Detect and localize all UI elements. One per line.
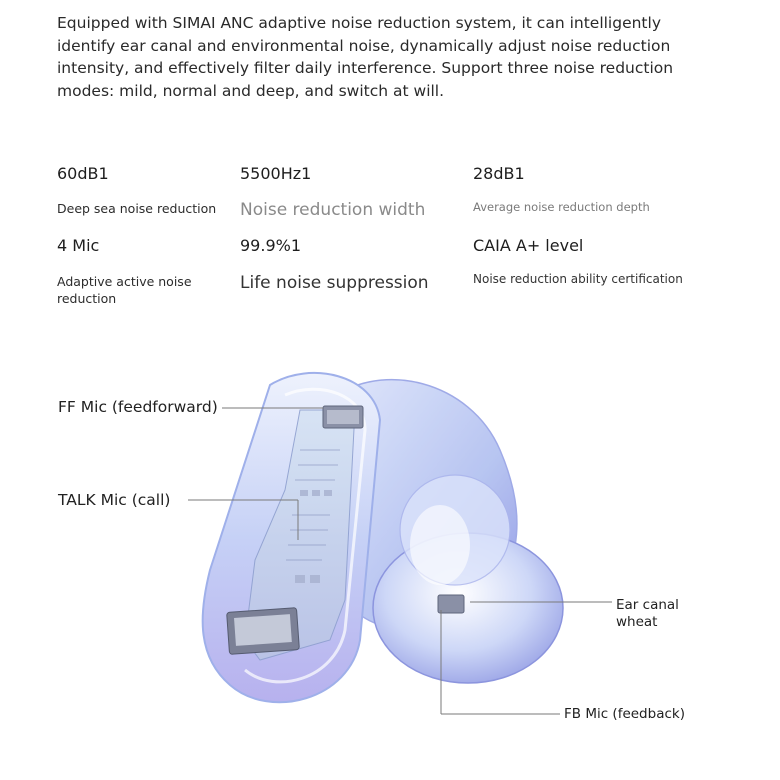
stat-label-adaptive-anc: Adaptive active noise reduction: [57, 274, 192, 306]
stat-value-mic-count: 4 Mic: [57, 236, 100, 255]
stat-value-suppression: 99.9%1: [240, 236, 302, 255]
stat-label-width: Noise reduction width: [240, 200, 426, 220]
stat-label-deep-sea: Deep sea noise reduction: [57, 201, 217, 216]
ear-canal-callout-line2: wheat: [616, 614, 658, 630]
intro-paragraph: Equipped with SIMAI ANC adaptive noise reduction system, it can intelligently identify ear canal and environmental noise, dynamically adjust noise reduction intensity, and effectively filter daily interference. Support three noise reduction modes: mild, normal and deep, and switch at will.: [57, 14, 674, 100]
stat-label-certification: Noise reduction ability certification: [473, 272, 683, 286]
stat-value-average-depth: 28dB1: [473, 164, 525, 183]
fb-mic-chip: [438, 595, 464, 613]
ear-canal-callout: [616, 597, 679, 631]
ear-canal-callout-line1: Ear canal: [616, 597, 679, 613]
stat-value-width: 5500Hz1: [240, 164, 312, 183]
stat-label-suppression: Life noise suppression: [240, 273, 429, 293]
talk-mic-callout: TALK Mic (call): [58, 491, 171, 509]
stat-label-average-depth: Average noise reduction depth: [473, 200, 650, 214]
stat-value-certification-level: CAIA A+ level: [473, 236, 584, 255]
fb-mic-callout: FB Mic (feedback): [564, 706, 685, 722]
stat-value-depth-noise: 60dB1: [57, 164, 109, 183]
ff-mic-callout: FF Mic (feedforward): [58, 398, 218, 416]
